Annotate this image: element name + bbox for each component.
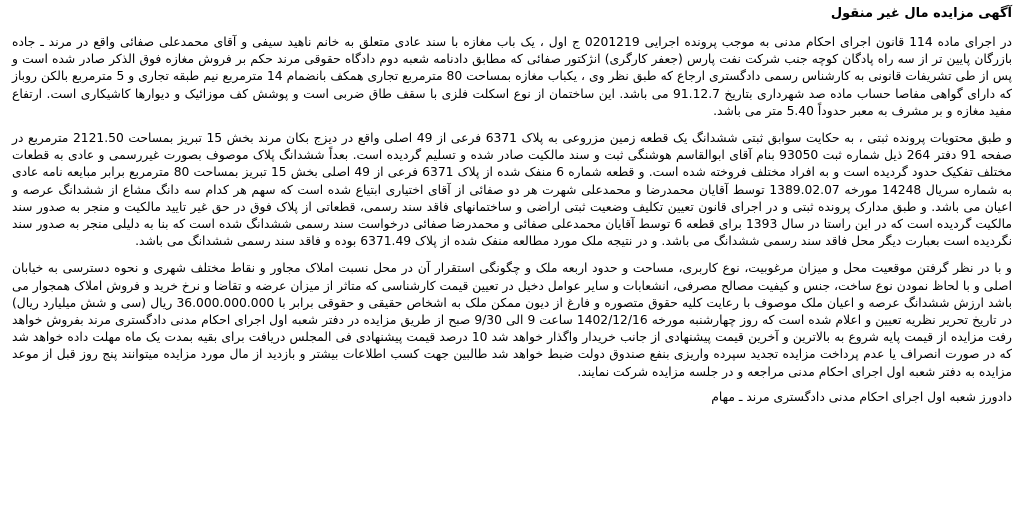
notice-paragraph-valuation: و با در نظر گرفتن موقعیت محل و میزان مرغوبیت، نوع کاربری، مساحت و حدود اربعه ملک و چگونگی استقرار آن در محل نسبت املاک مجاور و نقاط مختلف شهری و نحوه دسترسی به خیابان اصلی و با لحاظ نمودن نوع ساخت، جنس و کیفیت مصالح مصرفی، انشعابات و سایر عوامل دخیل در تعیین قیمت کارشناسی که متاثر از میزان عرضه و تقاضا و نرخ خرید و فروش املاک همجوار می باشد ارزش ششدانگ عرصه و اعیان ملک موصوف با رعایت کلیه حقوق متصوره و فارغ از دیون ممکن ملک به اشخاص حقیقی و حقوقی برابر با 36.000.000.000 ریال (سی و شش میلیارد ریال) در تاریخ تحریر نظریه تعیین و اعلام شده است که روز چهارشنبه مورخه 1402/12/16 ساعت 9 الی 9/30 صبح از طریق مزایده در دفتر شعبه اول اجرای احکام مدنی دادگستری مرند بفروش خواهد رفت مزایده از قیمت پایه شروع به بالاترین و آخرین قیمت پیشنهادی از جانب خریدار واگذار خواهد شد 10 درصد قیمت پیشنهادی فی المجلس دریافت برای بقیه بمدت یک ماه مهلت داده خواهد شد که در صورت انصراف یا عدم پرداخت مزایده تجدید سپرده واریزی بنفع صندوق دولت ضبط خواهد شد طالبین جهت کسب اطلاعات بیشتر و بازدید از مال مورد مزایده میتوانند پنج روز قبل از موعد مزایده به دفتر شعبه اول اجرای احکام مدنی مراجعه و در جلسه مزایده شرکت نمایند. [12, 261, 1013, 379]
notice-paragraph-registry: و طبق محتویات پرونده ثبتی ، به حکایت سوابق ثبتی ششدانگ یک قطعه زمین مزروعی به پلاک 6371 فرعی از 49 اصلی واقع در دیزج بکان مرند بخش 15 تبریز بمساحت 2121.50 مترمربع در صفحه 91 دفتر 264 ذیل شماره ثبت 93050 بنام آقای ابوالقاسم هوشنگی ثبت و سند مالکیت صادر شده و تسلیم گردیده است. بعداً ششدانگ پلاک موصوف بصورت غیررسمی و عادی به قطعات مختلف تفکیک حدود گردیده است و به افراد مختلف فروخته شده است. و قطعه شماره 6 منفک شده از پلاک 6371 فرعی از 49 اصلی بخش 15 تبریز بمساحت 80 مترمربع برابر مبایعه نامه عادی به شماره سریال 14248 مورخه 1389.02.07 توسط آقایان محمدرضا و محمدعلی شهرت هر دو صفائی از آقای اختیاری ابتیاع شده است که سهم هر کدام سه دانگ مشاع از ششدانگ عرصه و اعیان می باشد. و طبق مدارک پرونده ثبتی و در اجرای قانون تعیین تکلیف وضعیت ثبتی اراضی و ساختمانهای فاقد سند رسمی، قطعاتی از پلاک فوق در حق غیر تایید مالکیت و منجر به صدور سند مالکیت گردیده است که در این راستا در سال 1393 برای قطعه 6 توسط آقایان محمدعلی صفائی و محمدرضا صفائی درخواست سند رسمی ششدانگ شده است که بنا به دلیلی منجر به صدور سند نگردیده است بعبارت دیگر محل فاقد سند رسمی ششدانگ می باشد. و در نتیجه ملک مورد مطالعه منفک شده از پلاک 6371.49 بوده و فاقد سند رسمی ششدانگ می باشد. [12, 131, 1013, 249]
notice-paragraph-property: در اجرای ماده 114 قانون اجرای احکام مدنی به موجب پرونده اجرایی 0201219 ج اول ، یک باب مغازه با سند عادی متعلق به خانم ناهید سیفی و آقای محمدعلی صفائی واقع در مرند ـ جاده بازرگان پایین تر از سه راه پادگان کوچه جنب شرکت نفت پارس (جعفر کارگری) انژکتور صفائی که مطابق دادنامه شعبه دوم دادگاه حقوقی مرند حکم بر فروش مغازه فوق الذکر صادر شده است و پس از طی تشریفات قانونی به کارشناس رسمی دادگستری ارجاع که طبق نظر وی ، یکباب مغازه بمساحت 80 مترمربع تجاری همکف بانضمام 14 مترمربع نیم طبقه تجاری و 5 مترمربع بالکن روباز که دارای گواهی مفاصا حساب ماده صد شهرداری بتاریخ 91.12.7 می باشد. این ساختمان از نوع اسکلت فلزی با سقف طاق ضربی است و پوشش کف موزائیک و دیوارها کاشیکاری است. ارتفاع مفید مغازه و بر مشرف به معبر حدوداً 5.40 متر می باشد. [12, 35, 1012, 118]
notice-title: آگهی مزایده مال غیر منقول [830, 6, 1012, 21]
notice-signature: دادورز شعبه اول اجرای احکام مدنی دادگستری مرند ـ مهام [711, 389, 1012, 404]
